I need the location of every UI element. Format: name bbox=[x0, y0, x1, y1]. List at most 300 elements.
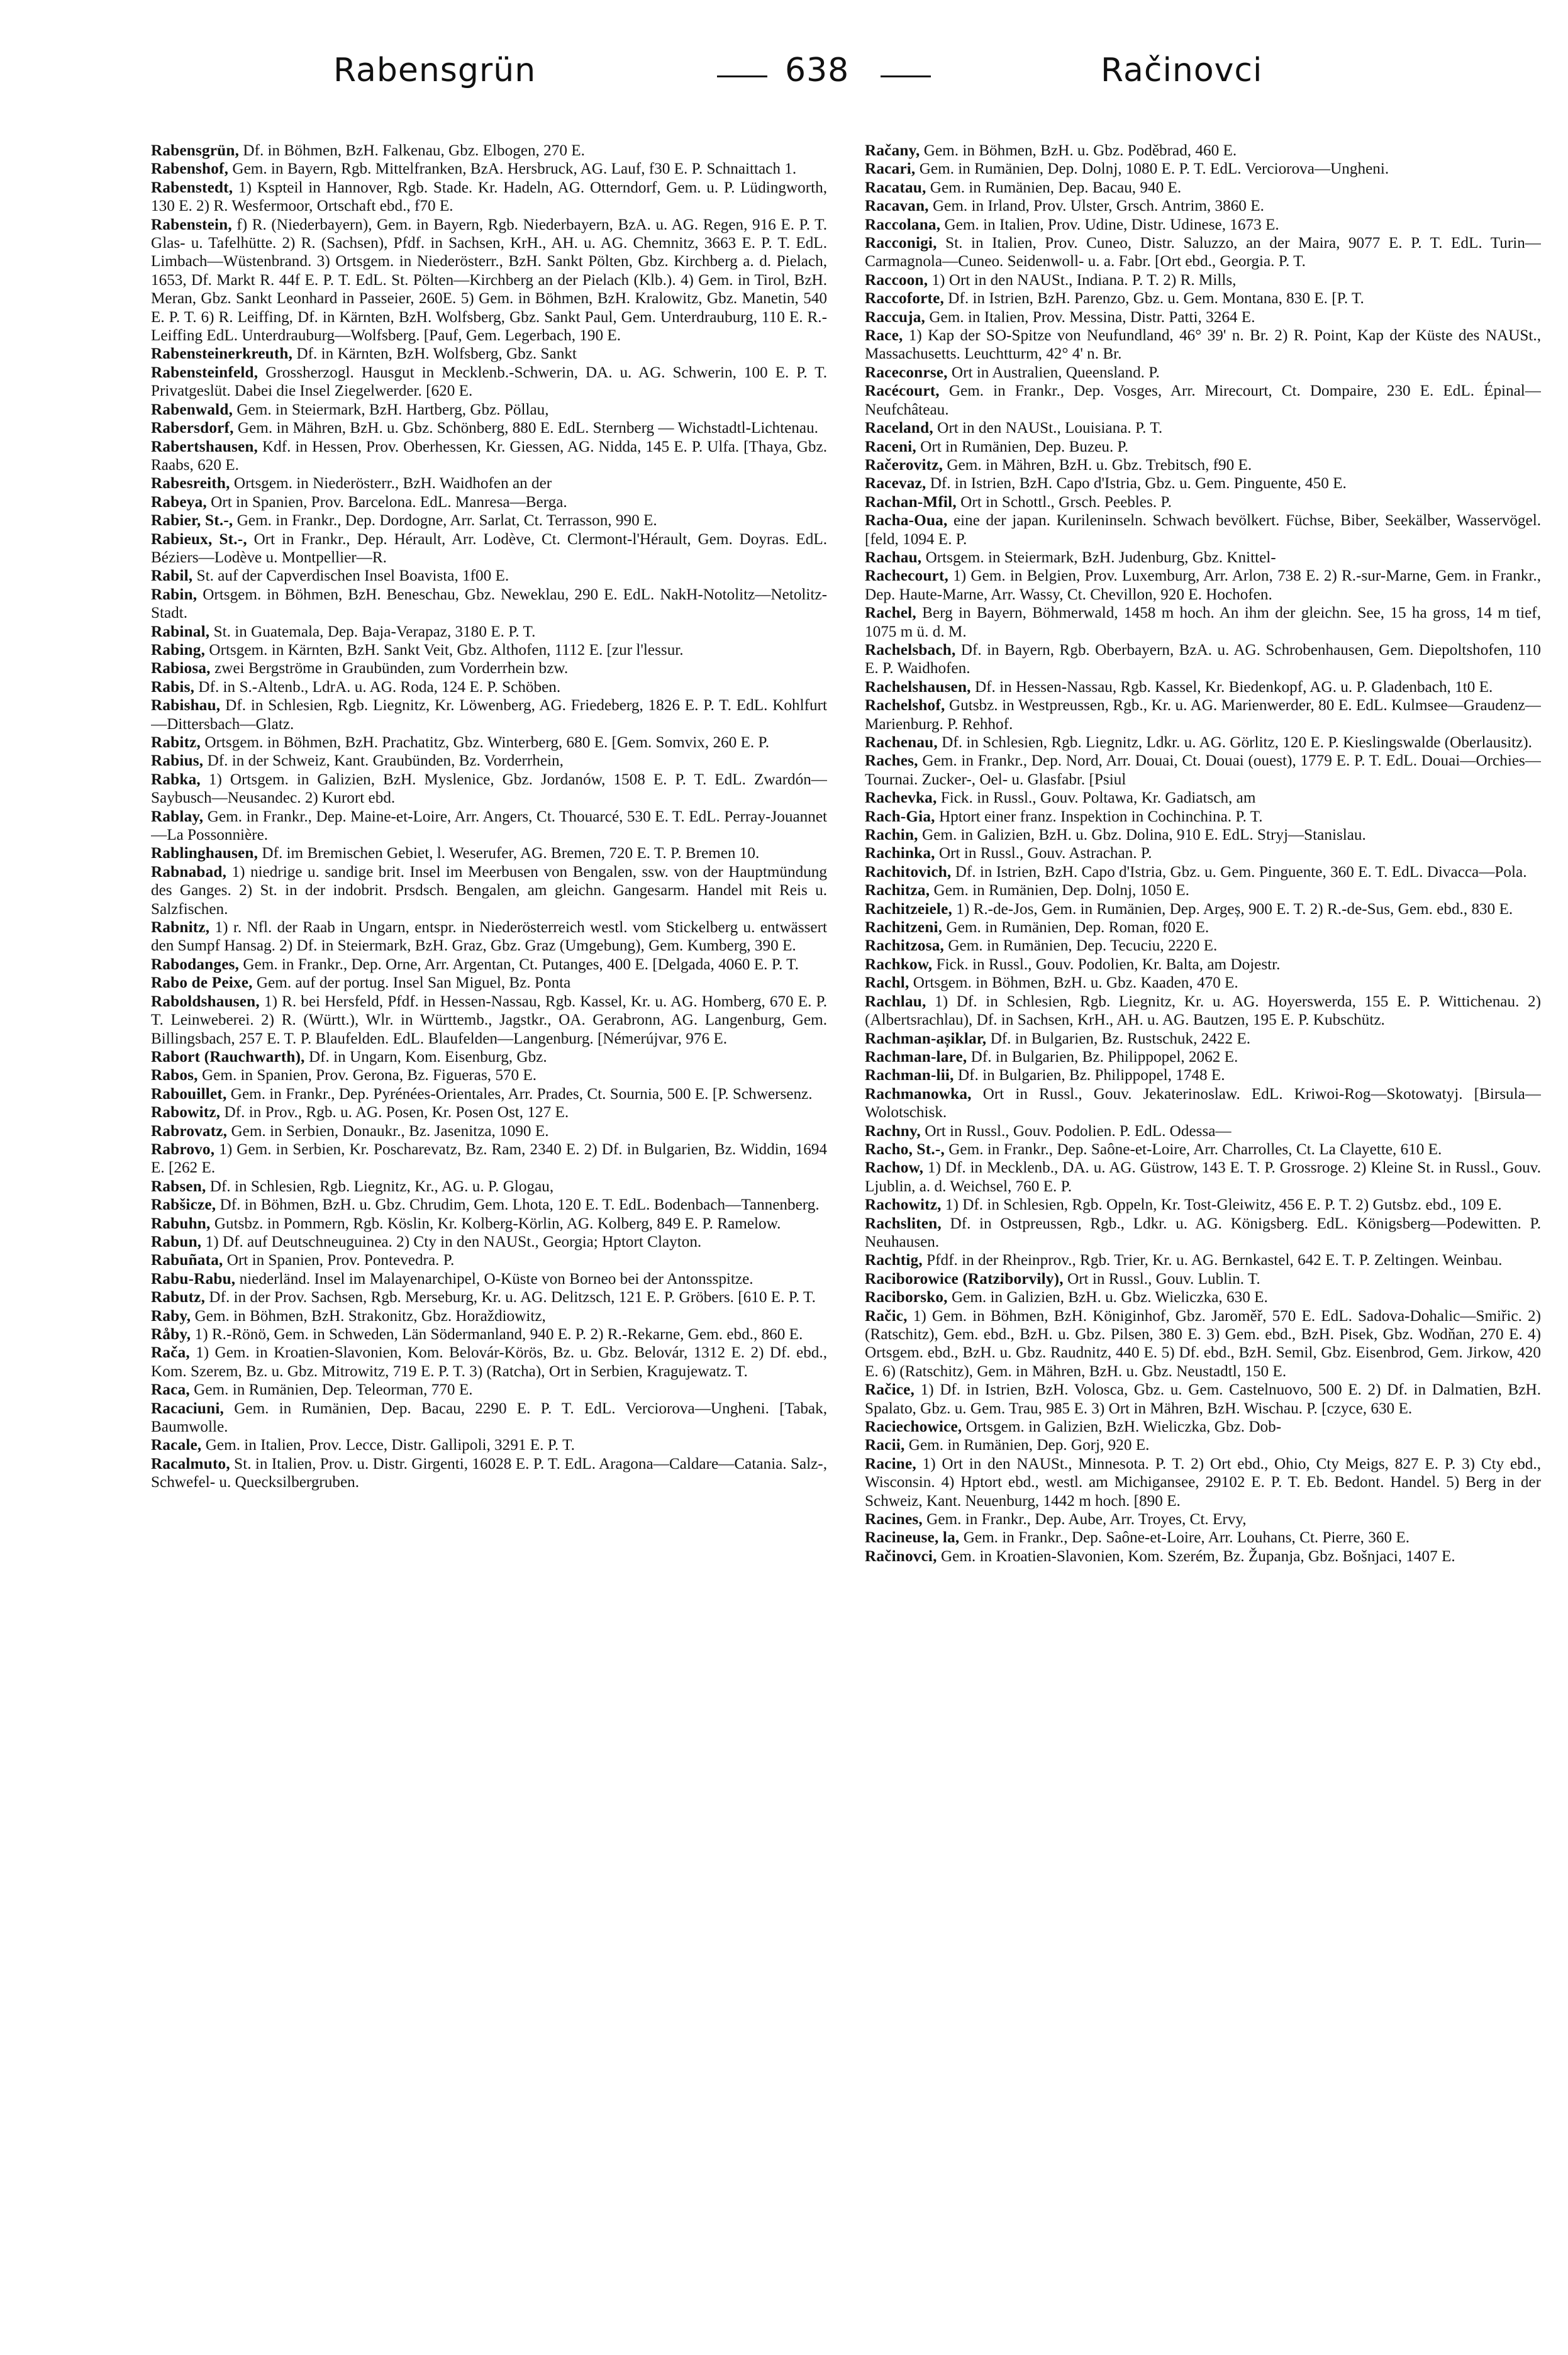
gazetteer-entry bbox=[865, 1122, 1541, 1140]
gazetteer-entry bbox=[151, 1436, 827, 1454]
entry-headword: Rachow, bbox=[865, 1159, 924, 1177]
gazetteer-entry bbox=[865, 1048, 1541, 1066]
entry-headword: Rabil, bbox=[151, 567, 193, 585]
entry-headword: Racaciuni, bbox=[151, 1400, 225, 1417]
entry-text: Gutsbz. in Westpreussen, Rgb., Kr. u. AG. Marienwerder, 80 E. EdL. Kulmsee—Graudenz—Marienburg. P. Rehhof. bbox=[865, 697, 1541, 733]
entry-headword: Rabensteinerkreuth, bbox=[151, 345, 293, 363]
entry-headword: Råby, bbox=[151, 1326, 191, 1343]
entry-headword: Racho, St.-, bbox=[865, 1140, 945, 1158]
entry-headword: Race, bbox=[865, 327, 903, 345]
gazetteer-entry bbox=[151, 974, 827, 992]
entry-headword: Racii, bbox=[865, 1437, 905, 1454]
entry-headword: Rabitz, bbox=[151, 734, 201, 751]
gazetteer-entry bbox=[151, 401, 827, 419]
entry-headword: Rabutz, bbox=[151, 1289, 206, 1306]
entry-headword: Rachsliten, bbox=[865, 1215, 942, 1232]
gazetteer-entry bbox=[865, 1436, 1541, 1454]
entry-headword: Rabier, St.-, bbox=[151, 512, 233, 530]
entry-headword: Račice, bbox=[865, 1381, 915, 1399]
entry-headword: Rachtig, bbox=[865, 1252, 923, 1269]
gazetteer-entry bbox=[865, 1381, 1541, 1418]
gazetteer-entry bbox=[865, 1510, 1541, 1528]
entry-headword: Rablinghausen, bbox=[151, 845, 259, 862]
entry-headword: Racale, bbox=[151, 1437, 202, 1454]
entry-text: St. in Guatemala, Dep. Baja-Verapaz, 3180 E. P. T. bbox=[209, 623, 536, 640]
entry-text: Gem. in Frankr., Dep. Saône-et-Loire, Arr. Charrolles, Ct. La Clayette, 610 E. bbox=[944, 1140, 1442, 1158]
gazetteer-entry bbox=[151, 993, 827, 1048]
entry-text: 1) Ort in den NAUSt., Indiana. P. T. 2) R. Mills, bbox=[928, 271, 1237, 289]
entry-headword: Raceland, bbox=[865, 420, 933, 437]
entry-headword: Raca, bbox=[151, 1381, 190, 1399]
gazetteer-entry bbox=[865, 696, 1541, 733]
gazetteer-entry bbox=[151, 586, 827, 623]
gazetteer-entry bbox=[151, 752, 827, 770]
gazetteer-entry bbox=[865, 1215, 1541, 1252]
entry-text: Ortsgem. in Kärnten, BzH. Sankt Veit, Gbz. Althofen, 1112 E. [zur l'lessur. bbox=[205, 641, 684, 659]
entry-text: Gem. in Serbien, Donaukr., Bz. Jasenitza, 1090 E. bbox=[227, 1122, 549, 1140]
gazetteer-entry bbox=[151, 1103, 827, 1122]
gazetteer-entry bbox=[865, 234, 1541, 271]
gazetteer-entry bbox=[151, 1344, 827, 1381]
gazetteer-entry bbox=[865, 1270, 1541, 1288]
entry-headword: Rabuñata, bbox=[151, 1252, 223, 1269]
gazetteer-entry bbox=[151, 1251, 827, 1269]
entry-headword: Rachitzosa, bbox=[865, 937, 945, 955]
entry-headword: Rabin, bbox=[151, 586, 197, 603]
entry-text: Ort in Spanien, Prov. Pontevedra. P. bbox=[223, 1252, 455, 1269]
entry-text: 1) niedrige u. sandige brit. Insel im Meerbusen von Bengalen, ssw. von der Hauptmündung des Ganges. 2) St. in der indobrit. Prsdsch. Bengalen, am gleichn. Gangesarm. Handel mit Reis u. Salzfischen. bbox=[151, 863, 827, 918]
entry-text: Df. in Bulgarien, Bz. Philippopel, 2062 E. bbox=[967, 1048, 1238, 1066]
gazetteer-entry bbox=[151, 1215, 827, 1233]
gazetteer-entry bbox=[865, 1066, 1541, 1084]
entry-text: 1) Gem. in Belgien, Prov. Luxemburg, Arr. Arlon, 738 E. 2) R.-sur-Marne, Gem. in Frankr., Dep. Haute-Marne, Arr. Wassy, Ct. Chevillon, 920 E. Hochofen. bbox=[865, 567, 1541, 603]
gazetteer-entry bbox=[151, 1122, 827, 1140]
entry-headword: Rabu-Rabu, bbox=[151, 1270, 236, 1288]
entry-text: 1) Df. in Schlesien, Rgb. Liegnitz, Kr. u. AG. Hoyerswerda, 155 E. P. Wittichenau. 2) (Albertsrachlau), Df. in Sachsen, KrH., AH. u. AG. Bautzen, 195 E. P. Kubschütz. bbox=[865, 993, 1541, 1029]
entry-text: zwei Bergströme in Graubünden, zum Vorderrhein bzw. bbox=[210, 660, 569, 677]
entry-headword: Rablay, bbox=[151, 808, 204, 825]
entry-headword: Rabertshausen, bbox=[151, 438, 259, 455]
gazetteer-entry bbox=[865, 881, 1541, 899]
entry-text: Df. in der Schweiz, Kant. Graubünden, Bz. Vorderrhein, bbox=[203, 752, 564, 770]
gazetteer-entry bbox=[865, 641, 1541, 678]
gazetteer-entry bbox=[865, 993, 1541, 1030]
entry-headword: Rachel, bbox=[865, 604, 916, 622]
entry-headword: Rabesreith, bbox=[151, 475, 230, 493]
page-number: 638 bbox=[785, 52, 850, 89]
gazetteer-entry bbox=[151, 1085, 827, 1103]
entry-headword: Rabuhn, bbox=[151, 1215, 211, 1232]
gazetteer-entry bbox=[151, 1270, 827, 1288]
entry-headword: Rabos, bbox=[151, 1067, 198, 1084]
gazetteer-entry bbox=[865, 179, 1541, 197]
entry-headword: Rabodanges, bbox=[151, 955, 240, 973]
gazetteer-entry bbox=[865, 678, 1541, 696]
entry-headword: Rabersdorf, bbox=[151, 420, 234, 437]
entry-text: Gem. in Böhmen, BzH. u. Gbz. Poděbrad, 460 E. bbox=[920, 142, 1237, 159]
entry-headword: Račic, bbox=[865, 1307, 908, 1325]
entry-headword: Rabowitz, bbox=[151, 1104, 221, 1122]
entry-text: Df. in Bulgarien, Bz. Philippopel, 1748 E. bbox=[954, 1067, 1225, 1084]
gazetteer-entry bbox=[151, 1455, 827, 1492]
entry-headword: Rachelshof, bbox=[865, 697, 945, 715]
entry-headword: Raceconrse, bbox=[865, 364, 948, 381]
entry-text: Df. in Istrien, BzH. Capo d'Istria, Gbz. u. Gem. Pinguente, 450 E. bbox=[926, 475, 1347, 493]
gazetteer-entry bbox=[865, 160, 1541, 178]
entry-headword: Rabing, bbox=[151, 641, 206, 659]
gazetteer-entry bbox=[865, 1307, 1541, 1381]
left-column bbox=[151, 142, 827, 2318]
entry-headword: Rabouillet, bbox=[151, 1085, 227, 1103]
entry-text: Gem. auf der portug. Insel San Miguel, Bz. Ponta bbox=[252, 974, 571, 992]
entry-text: Df. in der Prov. Sachsen, Rgb. Merseburg, Kr. u. AG. Delitzsch, 121 E. P. Gröbers. [610 E. P. T. bbox=[205, 1289, 816, 1306]
entry-headword: Rach-Gia, bbox=[865, 808, 935, 825]
entry-headword: Rachan-Mfil, bbox=[865, 493, 957, 511]
entry-text: 1) Kap der SO-Spitze von Neufundland, 46° 39' n. Br. 2) R. Point, Kap der Küste des NAUSt., Massachusetts. Leuchtturm, 42° 4' n. Br. bbox=[865, 327, 1541, 363]
entry-text: Gem. in Frankr., Dep. Maine-et-Loire, Arr. Angers, Ct. Thouarcé, 530 E. T. EdL. Perray-Jouannet—La Possonnière. bbox=[151, 808, 827, 844]
gazetteer-entry bbox=[151, 678, 827, 696]
entry-headword: Rabnitz, bbox=[151, 919, 210, 937]
entry-headword: Rachitzeni, bbox=[865, 919, 943, 937]
entry-headword: Raciborowice (Ratziborvily), bbox=[865, 1270, 1064, 1288]
entry-headword: Rachman-lii, bbox=[865, 1067, 954, 1084]
entry-text: Gem. in Galizien, BzH. u. Gbz. Wieliczka, 630 E. bbox=[947, 1289, 1268, 1306]
gazetteer-entry bbox=[151, 345, 827, 363]
entry-text: 1) R. bei Hersfeld, Pfdf. in Hessen-Nassau, Rgb. Kassel, Kr. u. AG. Homberg, 670 E. P. T. Leinweberei. 2) R. (Württ.), Wlr. in Württemb., Jagstkr., OA. Gerabronn, AG. Langenburg, Gem. Billingsbach, 257 E. T. P. Blaufelden. EdL. Blaufelden—Langenburg. [Némerújvar, 976 E. bbox=[151, 993, 827, 1047]
entry-headword: Rachowitz, bbox=[865, 1196, 942, 1214]
entry-headword: Rabrovo, bbox=[151, 1140, 215, 1158]
entry-text: Gem. in Rumänien, Dep. Bacau, 940 E. bbox=[926, 179, 1182, 196]
entry-text: 1) Df. in Mecklenb., DA. u. AG. Güstrow, 143 E. T. P. Grossroge. 2) Kleine St. in Russl., Gouv. Ljublin, a. d. Weichsel, 760 E. P. bbox=[865, 1159, 1541, 1195]
entry-text: niederländ. Insel im Malayenarchipel, O-Küste von Borneo bei der Antonsspitze. bbox=[235, 1270, 753, 1288]
gazetteer-entry bbox=[151, 1307, 827, 1325]
gazetteer-entry bbox=[151, 955, 827, 974]
entry-text: Gem. in Frankr., Dep. Nord, Arr. Douai, Ct. Douai (ouest), 1779 E. P. T. EdL. Douai—Orchies—Tournai. Zucker-, Oel- u. Glasfabr. [Psiul bbox=[865, 752, 1541, 788]
entry-text: Gem. in Rumänien, Dep. Roman, f020 E. bbox=[942, 919, 1209, 937]
entry-headword: Racines, bbox=[865, 1511, 923, 1528]
gazetteer-entry bbox=[151, 216, 827, 345]
entry-text: Gem. in Rumänien, Dep. Dolnj, 1080 E. P. T. EdL. Verciorova—Ungheni. bbox=[915, 160, 1389, 178]
gazetteer-entry bbox=[865, 789, 1541, 807]
gazetteer-entry bbox=[151, 1196, 827, 1214]
header-rule-right bbox=[881, 75, 931, 77]
entry-text: 1) Df. in Schlesien, Rgb. Oppeln, Kr. Tost-Gleiwitz, 456 E. P. T. 2) Gutsbz. ebd., 109 E. bbox=[941, 1196, 1502, 1214]
entry-text: Ortsgem. in Böhmen, BzH. u. Gbz. Kaaden, 470 E. bbox=[909, 974, 1238, 992]
entry-text: Ort in Russl., Gouv. Jekaterinoslaw. EdL. Kriwoi-Rog—Skotowatyj. [Birsula—Wolotschisk. bbox=[865, 1085, 1541, 1122]
gazetteer-entry bbox=[151, 511, 827, 530]
entry-headword: Racavan, bbox=[865, 198, 929, 215]
entry-headword: Rabenstedt, bbox=[151, 179, 233, 196]
gazetteer-entry bbox=[865, 289, 1541, 308]
entry-text: Kdf. in Hessen, Prov. Oberhessen, Kr. Giessen, AG. Nidda, 145 E. P. Ulfa. [Thaya, Gbz. Raabs, 620 E. bbox=[151, 438, 827, 474]
entry-text: Gem. in Frankr., Dep. Orne, Arr. Argentan, Ct. Putanges, 400 E. [Delgada, 4060 E. P. T. bbox=[239, 955, 799, 973]
entry-headword: Rabun, bbox=[151, 1233, 202, 1250]
entry-headword: Rabishau, bbox=[151, 697, 221, 715]
gazetteer-entry bbox=[151, 142, 827, 160]
entry-text: Berg in Bayern, Böhmerwald, 1458 m hoch. An ihm der gleichn. See, 15 ha gross, 14 m tief, 1075 m ü. d. M. bbox=[865, 604, 1541, 640]
entry-headword: Rabnabad, bbox=[151, 863, 227, 881]
entry-headword: Rabiosa, bbox=[151, 660, 211, 677]
gazetteer-entry bbox=[151, 641, 827, 659]
entry-headword: Rabius, bbox=[151, 752, 204, 770]
entry-headword: Rabieux, St.-, bbox=[151, 530, 247, 548]
entry-text: Ort in Australien, Queensland. P. bbox=[947, 364, 1160, 381]
gazetteer-entry bbox=[865, 974, 1541, 992]
entry-headword: Raciechowice, bbox=[865, 1418, 962, 1436]
entry-headword: Racconigi, bbox=[865, 235, 937, 252]
entry-text: Gem. in Spanien, Prov. Gerona, Bz. Figueras, 570 E. bbox=[197, 1067, 537, 1084]
gazetteer-entry bbox=[865, 844, 1541, 862]
entry-headword: Raccolana, bbox=[865, 216, 941, 233]
entry-text: Gem. in Italien, Prov. Lecce, Distr. Gallipoli, 3291 E. P. T. bbox=[201, 1437, 575, 1454]
entry-text: Df. in Schlesien, Rgb. Liegnitz, Kr. Löwenberg, AG. Friedeberg, 1826 E. P. T. EdL. Kohlfurt—Dittersbach—Glatz. bbox=[151, 697, 827, 733]
entry-headword: Rachmanowka, bbox=[865, 1085, 972, 1103]
gazetteer-entry bbox=[151, 1288, 827, 1306]
entry-text: Gem. in Galizien, BzH. u. Gbz. Dolina, 910 E. EdL. Stryj—Stanislau. bbox=[918, 827, 1366, 844]
gazetteer-entry bbox=[151, 659, 827, 677]
entry-text: Gem. in Rumänien, Dep. Tecuciu, 2220 E. bbox=[944, 937, 1218, 955]
entry-text: Grossherzogl. Hausgut in Mecklenb.-Schwerin, DA. u. AG. Schwerin, 100 E. P. T. Privatgeslüt. Dabei die Insel Ziegelwerder. [620 E. bbox=[151, 364, 827, 400]
entry-text: Ort in Russl., Gouv. Podolien. P. EdL. Odessa— bbox=[920, 1122, 1232, 1140]
entry-text: Gem. in Frankr., Dep. Aube, Arr. Troyes, Ct. Ervy, bbox=[922, 1511, 1247, 1528]
header-first-entry: Rabensgrün bbox=[333, 52, 537, 89]
entry-headword: Racalmuto, bbox=[151, 1455, 230, 1473]
entry-text: Df. im Bremischen Gebiet, l. Weserufer, AG. Bremen, 720 E. T. P. Bremen 10. bbox=[258, 845, 760, 862]
gazetteer-entry bbox=[865, 474, 1541, 493]
entry-headword: Rachecourt, bbox=[865, 567, 948, 585]
entry-text: Gem. in Italien, Prov. Udine, Distr. Udinese, 1673 E. bbox=[940, 216, 1279, 233]
gazetteer-entry bbox=[865, 1251, 1541, 1269]
right-column bbox=[865, 142, 1541, 2318]
entry-text: Gem. in Irland, Prov. Ulster, Grsch. Antrim, 3860 E. bbox=[928, 198, 1264, 215]
entry-text: Ort in Spanien, Prov. Barcelona. EdL. Manresa—Berga. bbox=[206, 493, 567, 511]
entry-text: Gem. in Böhmen, BzH. Strakonitz, Gbz. Horaždiowitz, bbox=[191, 1307, 546, 1325]
entry-headword: Rachl, bbox=[865, 974, 909, 992]
gazetteer-entry bbox=[865, 548, 1541, 567]
gazetteer-entry bbox=[151, 364, 827, 401]
entry-text: Df. in Schlesien, Rgb. Liegnitz, Ldkr. u. AG. Görlitz, 120 E. P. Kieslingswalde (Oberlausitz). bbox=[937, 734, 1532, 751]
entry-headword: Rachitovich, bbox=[865, 863, 952, 881]
gazetteer-entry bbox=[865, 1528, 1541, 1547]
gazetteer-entry bbox=[151, 567, 827, 585]
entry-headword: Rabeya, bbox=[151, 493, 207, 511]
gazetteer-entry bbox=[865, 1085, 1541, 1122]
entry-text: Gem. in Bayern, Rgb. Mittelfranken, BzA. Hersbruck, AG. Lauf, f30 E. P. Schnaittach 1. bbox=[228, 160, 797, 178]
entry-headword: Rabo de Peixe, bbox=[151, 974, 253, 992]
entry-headword: Raccoforte, bbox=[865, 290, 944, 308]
entry-text: Gem. in Frankr., Dep. Saône-et-Loire, Arr. Louhans, Ct. Pierre, 360 E. bbox=[959, 1529, 1410, 1547]
gazetteer-entry bbox=[151, 1048, 827, 1066]
entry-headword: Racari, bbox=[865, 160, 916, 178]
entry-text: Df. in Istrien, BzH. Capo d'Istria, Gbz. u. Gem. Pinguente, 360 E. T. EdL. Divacca—Pola. bbox=[951, 863, 1527, 881]
entry-text: Ort in den NAUSt., Louisiana. P. T. bbox=[933, 420, 1163, 437]
gazetteer-entry bbox=[151, 808, 827, 845]
entry-text: 1) R.-de-Jos, Gem. in Rumänien, Dep. Argeș, 900 E. T. 2) R.-de-Sus, Gem. ebd., 830 E. bbox=[952, 900, 1513, 918]
entry-text: Ortsgem. in Böhmen, BzH. Prachatitz, Gbz. Winterberg, 680 E. [Gem. Somvix, 260 E. P. bbox=[201, 734, 770, 751]
entry-text: Df. in Istrien, BzH. Parenzo, Gbz. u. Gem. Montana, 830 E. [P. T. bbox=[943, 290, 1364, 308]
entry-headword: Raccoon, bbox=[865, 271, 928, 289]
gazetteer-entry bbox=[151, 863, 827, 918]
gazetteer-entry bbox=[865, 1288, 1541, 1306]
entry-headword: Rachny, bbox=[865, 1122, 921, 1140]
entry-text: Ortsgem. in Niederösterr., BzH. Waidhofen an der bbox=[230, 475, 552, 493]
entry-headword: Rabenshof, bbox=[151, 160, 229, 178]
entry-headword: Rachitzeiele, bbox=[865, 900, 952, 918]
entry-text: Hptort einer franz. Inspektion in Cochinchina. P. T. bbox=[935, 808, 1263, 825]
gazetteer-entry bbox=[865, 918, 1541, 937]
gazetteer-entry bbox=[151, 530, 827, 567]
entry-headword: Rabšicze, bbox=[151, 1196, 216, 1214]
page-header bbox=[0, 52, 1568, 121]
entry-text: 1) R.-Rönö, Gem. in Schweden, Län Södermanland, 940 E. P. 2) R.-Rekarne, Gem. ebd., 860 E. bbox=[191, 1326, 803, 1343]
gazetteer-entry bbox=[865, 142, 1541, 160]
gazetteer-entry bbox=[865, 419, 1541, 437]
gazetteer-entry bbox=[865, 382, 1541, 419]
entry-headword: Racatau, bbox=[865, 179, 926, 196]
gazetteer-entry bbox=[865, 1140, 1541, 1159]
entry-text: Df. in Schlesien, Rgb. Liegnitz, Kr., AG. u. P. Glogau, bbox=[206, 1178, 554, 1195]
entry-text: 1) Df. auf Deutschneuguinea. 2) Cty in den NAUSt., Georgia; Hptort Clayton. bbox=[201, 1233, 702, 1250]
gazetteer-entry bbox=[865, 1547, 1541, 1566]
entry-headword: Rachenau, bbox=[865, 734, 938, 751]
entry-headword: Raciborsko, bbox=[865, 1289, 948, 1306]
entry-headword: Rabrovatz, bbox=[151, 1122, 228, 1140]
gazetteer-entry bbox=[151, 1178, 827, 1196]
gazetteer-entry bbox=[151, 696, 827, 733]
entry-text: Df. in Ungarn, Kom. Eisenburg, Gbz. bbox=[304, 1048, 547, 1066]
entry-text: Ortsgem. in Galizien, BzH. Wieliczka, Gbz. Dob- bbox=[962, 1418, 1282, 1436]
entry-text: 1) r. Nfl. der Raab in Ungarn, entspr. in Niederösterreich westl. vom Stickelberg u. entwässert den Sumpf Hansag. 2) Df. in Steiermark, BzH. Graz, Gbz. Graz (Umgebung), Gem. Kumberg, 390 E. bbox=[151, 919, 827, 955]
entry-headword: Rachlau, bbox=[865, 993, 926, 1010]
entry-headword: Rachkow, bbox=[865, 955, 933, 973]
entry-headword: Rachelshausen, bbox=[865, 678, 971, 696]
entry-text: Ort in Frankr., Dep. Hérault, Arr. Lodève, Ct. Clermont-l'Hérault, Gem. Doyras. EdL. Béziers—Lodève u. Montpellier—R. bbox=[151, 530, 827, 566]
entry-headword: Rabsen, bbox=[151, 1178, 206, 1195]
entry-headword: Račinovci, bbox=[865, 1547, 937, 1565]
entry-text: Ortsgem. in Böhmen, BzH. Beneschau, Gbz. Neweklau, 290 E. EdL. NakH-Notolitz—Netolitz-Stadt. bbox=[151, 586, 827, 622]
entry-headword: Racine, bbox=[865, 1455, 916, 1473]
entry-text: Gutsbz. in Pommern, Rgb. Köslin, Kr. Kolberg-Körlin, AG. Kolberg, 849 E. P. Ramelow. bbox=[210, 1215, 781, 1232]
gazetteer-entry bbox=[151, 771, 827, 808]
gazetteer-entry bbox=[151, 419, 827, 437]
entry-text: Df. in Bayern, Rgb. Oberbayern, BzA. u. AG. Schrobenhausen, Gem. Diepoltshofen, 110 E. P. Waidhofen. bbox=[865, 641, 1541, 677]
gazetteer-entry bbox=[865, 511, 1541, 548]
entry-text: Gem. in Kroatien-Slavonien, Kom. Szerém, Bz. Županja, Gbz. Bošnjaci, 1407 E. bbox=[937, 1547, 1455, 1565]
gazetteer-entry bbox=[151, 179, 827, 216]
entry-text: Ort in Schottl., Grsch. Peebles. P. bbox=[956, 493, 1172, 511]
gazetteer-entry bbox=[865, 900, 1541, 918]
entry-text: St. in Italien, Prov. u. Distr. Girgenti, 16028 E. P. T. EdL. Aragona—Caldare—Catania. Salz-, Schwefel- u. Quecksilbergruben. bbox=[151, 1455, 827, 1491]
entry-text: Pfdf. in der Rheinprov., Rgb. Trier, Kr. u. AG. Bernkastel, 642 E. T. P. Zeltingen. Weinbau. bbox=[922, 1252, 1503, 1269]
gazetteer-entry bbox=[151, 1381, 827, 1399]
gazetteer-entry bbox=[151, 1233, 827, 1251]
entry-text: 1) Gem. in Serbien, Kr. Poscharevatz, Bz. Ram, 2340 E. 2) Df. in Bulgarien, Bz. Widdin, 1694 E. [262 E. bbox=[151, 1140, 827, 1177]
gazetteer-entry bbox=[151, 160, 827, 178]
gazetteer-entry bbox=[865, 438, 1541, 456]
entry-text: Gem. in Rumänien, Dep. Teleorman, 770 E. bbox=[189, 1381, 473, 1399]
entry-headword: Račerovitz, bbox=[865, 456, 943, 474]
gazetteer-entry bbox=[865, 1455, 1541, 1510]
entry-headword: Rachelsbach, bbox=[865, 641, 956, 659]
gazetteer-entry bbox=[151, 1140, 827, 1178]
gazetteer-entry bbox=[865, 1159, 1541, 1196]
entry-text: Gem. in Italien, Prov. Messina, Distr. Patti, 3264 E. bbox=[925, 308, 1255, 326]
gazetteer-entry bbox=[151, 1400, 827, 1437]
entry-text: Ort in Russl., Gouv. Lublin. T. bbox=[1063, 1270, 1260, 1288]
entry-text: Gem. in Rumänien, Dep. Gorj, 920 E. bbox=[904, 1437, 1150, 1454]
entry-headword: Rachitza, bbox=[865, 882, 930, 899]
entry-headword: Racineuse, la, bbox=[865, 1529, 960, 1547]
entry-text: Ort in Rumänien, Dep. Buzeu. P. bbox=[916, 438, 1129, 455]
entry-text: Ortsgem. in Steiermark, BzH. Judenburg, Gbz. Knittel- bbox=[921, 548, 1276, 566]
gazetteer-entry bbox=[865, 1196, 1541, 1214]
entry-text: Df. in Prov., Rgb. u. AG. Posen, Kr. Posen Ost, 127 E. bbox=[220, 1104, 569, 1122]
entry-headword: Racécourt, bbox=[865, 382, 940, 400]
entry-text: Df. in S.-Altenb., LdrA. u. AG. Roda, 124 E. P. Schöben. bbox=[194, 678, 561, 696]
gazetteer-entry bbox=[865, 955, 1541, 974]
gazetteer-entry bbox=[865, 1418, 1541, 1436]
entry-headword: Rachin, bbox=[865, 827, 918, 844]
entry-text: 1) Gem. in Kroatien-Slavonien, Kom. Belovár-Körös, Bz. u. Gbz. Belovár, 1312 E. 2) Df. ebd., Kom. Szerem, Bz. u. Gbz. Mitrowitz, 719 E. P. T. 3) (Ratcha), Ort in Serbien, Kragujewatz. T. bbox=[151, 1344, 827, 1380]
entry-text: Fick. in Russl., Gouv. Podolien, Kr. Balta, am Dojestr. bbox=[932, 955, 1281, 973]
entry-text: Gem. in Mähren, BzH. u. Gbz. Trebitsch, f90 E. bbox=[943, 456, 1252, 474]
entry-text: St. auf der Capverdischen Insel Boavista, 1f00 E. bbox=[192, 567, 509, 585]
gazetteer-entry bbox=[865, 567, 1541, 604]
entry-headword: Rabka, bbox=[151, 771, 201, 788]
gazetteer-entry bbox=[865, 1030, 1541, 1048]
entry-text: Gem. in Frankr., Dep. Vosges, Arr. Mirecourt, Ct. Dompaire, 230 E. EdL. Épinal—Neufchâteau. bbox=[865, 382, 1541, 418]
entry-text: 1) Gem. in Böhmen, BzH. Königinhof, Gbz. Jaroměř, 570 E. EdL. Sadova-Dohalic—Smiřic. 2) (Ratschitz), Gem. ebd., BzH. u. Gbz. Pilsen, 380 E. 3) Gem. ebd., BzH. Pisek, Gbz. Wodňan, 270 E. 4) Ortsgem. ebd., BzH. u. Gbz. Raudnitz, 440 E. 5) Df. ebd., BzH. Semil, Gbz. Eisenbrod, Gem. Jirkow, 420 E. 6) (Ratschitz), Gem. in Mähren, BzH. u. Gbz. Neustadtl, 150 E. bbox=[865, 1307, 1541, 1380]
entry-text: f) R. (Niederbayern), Gem. in Bayern, Rgb. Niederbayern, BzA. u. AG. Regen, 916 E. P. T. Glas- u. Tafelhütte. 2) R. (Sachsen), Pfdf. in Sachsen, KrH., AH. u. AG. Chemnitz, 3663 E. P. T. EdL. Limbach—Wüstenbrand. 3) Ortsgem. in Niederösterr., BzH. Sankt Pölten, Gbz. Kirchberg a. d. Pielach, 1653, Df. Markt R. 44f E. P. T. EdL. St. Pölten—Kirchberg an der Pielach (Klb.). 4) Gem. in Tirol, BzH. Meran, Gbz. Sankt Leonhard in Passeier, 260E. 5) Gem. in Böhmen, BzH. Kralowitz, Gbz. Manetin, 540 E. P. T. 6) R. Leiffing, Df. in Kärnten, BzH. Wolfsberg, Gbz. Sankt Paul, Gem. Unterdrauburg, 110 E. R.-Leiffing EdL. Unterdrauburg—Wolfsberg. [Pauf, Gem. Legerbach, 190 E. bbox=[151, 216, 827, 345]
entry-headword: Rachau, bbox=[865, 548, 922, 566]
entry-headword: Rabensgrün, bbox=[151, 142, 240, 159]
gazetteer-entry bbox=[151, 844, 827, 862]
gazetteer-entry bbox=[865, 197, 1541, 215]
entry-text: St. in Italien, Prov. Cuneo, Distr. Saluzzo, an der Maira, 9077 E. P. T. EdL. Turin—Carmagnola—Cuneo. Seidenwoll- u. a. Fabr. [Ort ebd., Georgia. P. T. bbox=[865, 235, 1541, 270]
entry-headword: Racha-Oua, bbox=[865, 512, 948, 530]
gazetteer-entry bbox=[151, 918, 827, 955]
gazetteer-entry bbox=[865, 364, 1541, 382]
entry-text: Gem. in Frankr., Dep. Dordogne, Arr. Sarlat, Ct. Terrasson, 990 E. bbox=[233, 512, 657, 530]
gazetteer-entry bbox=[151, 438, 827, 475]
entry-text: Ort in Russl., Gouv. Astrachan. P. bbox=[935, 845, 1152, 862]
entry-text: Gem. in Frankr., Dep. Pyrénées-Orientales, Arr. Prades, Ct. Sournia, 500 E. [P. Schwersenz. bbox=[226, 1085, 813, 1103]
gazetteer-entry bbox=[865, 604, 1541, 641]
entry-text: Df. in Kärnten, BzH. Wolfsberg, Gbz. Sankt bbox=[292, 345, 577, 363]
gazetteer-entry bbox=[865, 456, 1541, 474]
gazetteer-entry bbox=[865, 752, 1541, 789]
entry-text: Fick. in Russl., Gouv. Poltawa, Kr. Gadiatsch, am bbox=[937, 789, 1256, 807]
entry-headword: Rachevka, bbox=[865, 789, 937, 807]
entry-text: eine der japan. Kurileninseln. Schwach bevölkert. Füchse, Biber, Seekälber, Wasservögel. [feld, 1094 E. P. bbox=[865, 512, 1541, 548]
entry-text: Df. in Ostpreussen, Rgb., Ldkr. u. AG. Königsberg. EdL. Königsberg—Podewitten. P. Neuhausen. bbox=[865, 1215, 1541, 1250]
entry-text: Gem. in Rumänien, Dep. Dolnj, 1050 E. bbox=[930, 882, 1189, 899]
gazetteer-entry bbox=[151, 1066, 827, 1084]
entry-headword: Raccuja, bbox=[865, 308, 926, 326]
entry-text: 1) Ortsgem. in Galizien, BzH. Myslenice, Gbz. Jordanów, 1508 E. P. T. EdL. Zwardón—Saybusch—Neusandec. 2) Kurort ebd. bbox=[151, 771, 827, 807]
gazetteer-entry bbox=[151, 474, 827, 493]
entry-headword: Rachman-lare, bbox=[865, 1048, 967, 1066]
entry-headword: Račany, bbox=[865, 142, 920, 159]
gazetteer-entry bbox=[865, 216, 1541, 234]
entry-headword: Raches, bbox=[865, 752, 918, 770]
gazetteer-entry bbox=[151, 623, 827, 641]
gazetteer-entry bbox=[865, 733, 1541, 752]
gazetteer-entry bbox=[865, 826, 1541, 844]
entry-headword: Rabenwald, bbox=[151, 401, 233, 418]
gazetteer-entry bbox=[151, 493, 827, 511]
entry-headword: Rachinka, bbox=[865, 845, 935, 862]
